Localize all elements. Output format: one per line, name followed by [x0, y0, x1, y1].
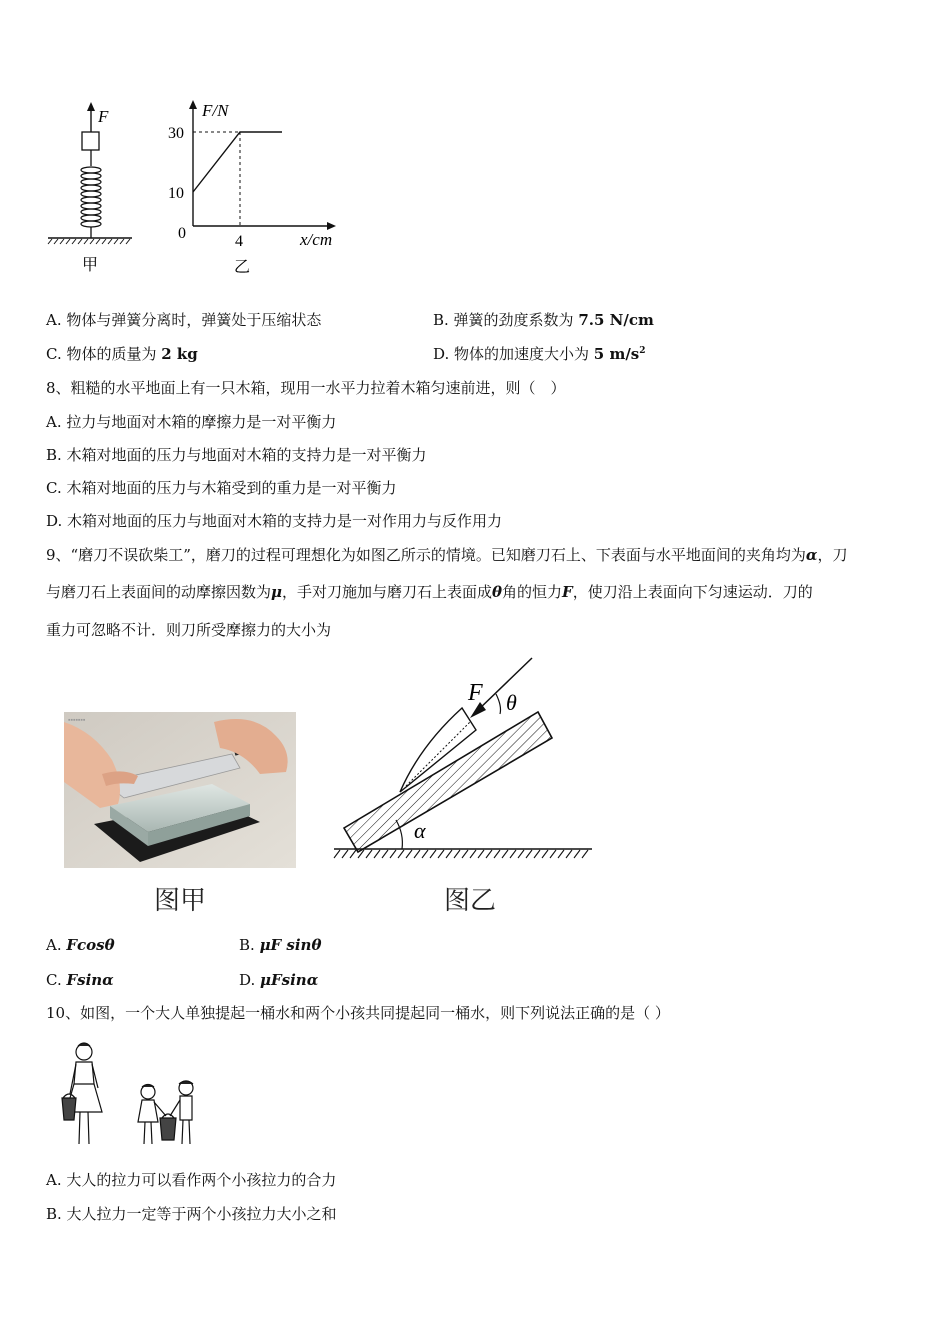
q9-option-a: A. Fcosθ [46, 936, 115, 954]
q10-stem: 10、如图，一个大人单独提起一桶水和两个小孩共同提起同一桶水，则下列说法正确的是（ ） [46, 1004, 670, 1022]
x-axis-label: x/cm [300, 230, 333, 249]
tick-0: 0 [178, 225, 186, 242]
q10-option-b: B. 大人拉力一定等于两个小孩拉力大小之和 [46, 1205, 337, 1223]
q9-option-c: C. Fsinα [46, 971, 114, 989]
q8-option-c: C. 木箱对地面的压力与木箱受到的重力是一对平衡力 [46, 479, 397, 497]
tick-4: 4 [235, 233, 243, 250]
q9-caption-left: 图甲 [154, 886, 207, 916]
label-jia: 甲 [82, 257, 99, 274]
people-lifting-bucket-figure [52, 1040, 212, 1152]
q7-option-b: B. 弹簧的劲度系数为 7.5 N/cm [433, 311, 654, 329]
q9-option-b: B. μF sinθ [239, 936, 322, 954]
q9-alpha-label: α [414, 818, 426, 843]
force-displacement-graph [160, 98, 350, 278]
q9-stem-line3: 重力可忽略不计．则刀所受摩擦力的大小为 [46, 621, 332, 639]
label-yi: 乙 [234, 259, 251, 276]
q10-option-a: A. 大人的拉力可以看作两个小孩拉力的合力 [46, 1171, 337, 1189]
q8-option-d: D. 木箱对地面的压力与地面对木箱的支持力是一对作用力与反作用力 [46, 512, 503, 530]
q7-option-a: A. 物体与弹簧分离时，弹簧处于压缩状态 [46, 311, 322, 329]
q9-option-d: D. μFsinα [239, 971, 319, 989]
tick-30: 30 [168, 125, 184, 142]
q8-stem: 8、粗糙的水平地面上有一只木箱，现用一水平力拉着木箱匀速前进，则（ ） [46, 379, 566, 397]
q9-force-label: F [468, 680, 483, 706]
knife-stone-diagram [330, 650, 600, 870]
spring-figure [40, 98, 150, 278]
tick-10: 10 [168, 185, 184, 202]
y-axis-label: F/N [202, 101, 229, 120]
q9-stem-line2: 与磨刀石上表面间的动摩擦因数为μ，手对刀施加与磨刀石上表面成θ角的恒力F，使刀沿上表面向下匀速运动．刀的 [46, 583, 813, 601]
svg-text:▪▪▪▪▪▪▪: ▪▪▪▪▪▪▪ [68, 716, 86, 724]
q7-option-c: C. 物体的质量为 2 kg [46, 345, 198, 363]
q8-option-a: A. 拉力与地面对木箱的摩擦力是一对平衡力 [46, 413, 337, 431]
q9-stem-line1: 9、“磨刀不误砍柴工”，磨刀的过程可理想化为如图乙所示的情境。已知磨刀石上、下表面与水平地面间的夹角均为α，刀 [46, 546, 848, 564]
sharpening-photo [64, 712, 296, 868]
q9-caption-right: 图乙 [444, 886, 497, 916]
q8-option-b: B. 木箱对地面的压力与地面对木箱的支持力是一对平衡力 [46, 446, 427, 464]
q9-theta-label: θ [506, 690, 517, 715]
q7-option-d: D. 物体的加速度大小为 5 $m/s^2$ [433, 345, 646, 363]
spring-force-label: F [98, 107, 109, 126]
